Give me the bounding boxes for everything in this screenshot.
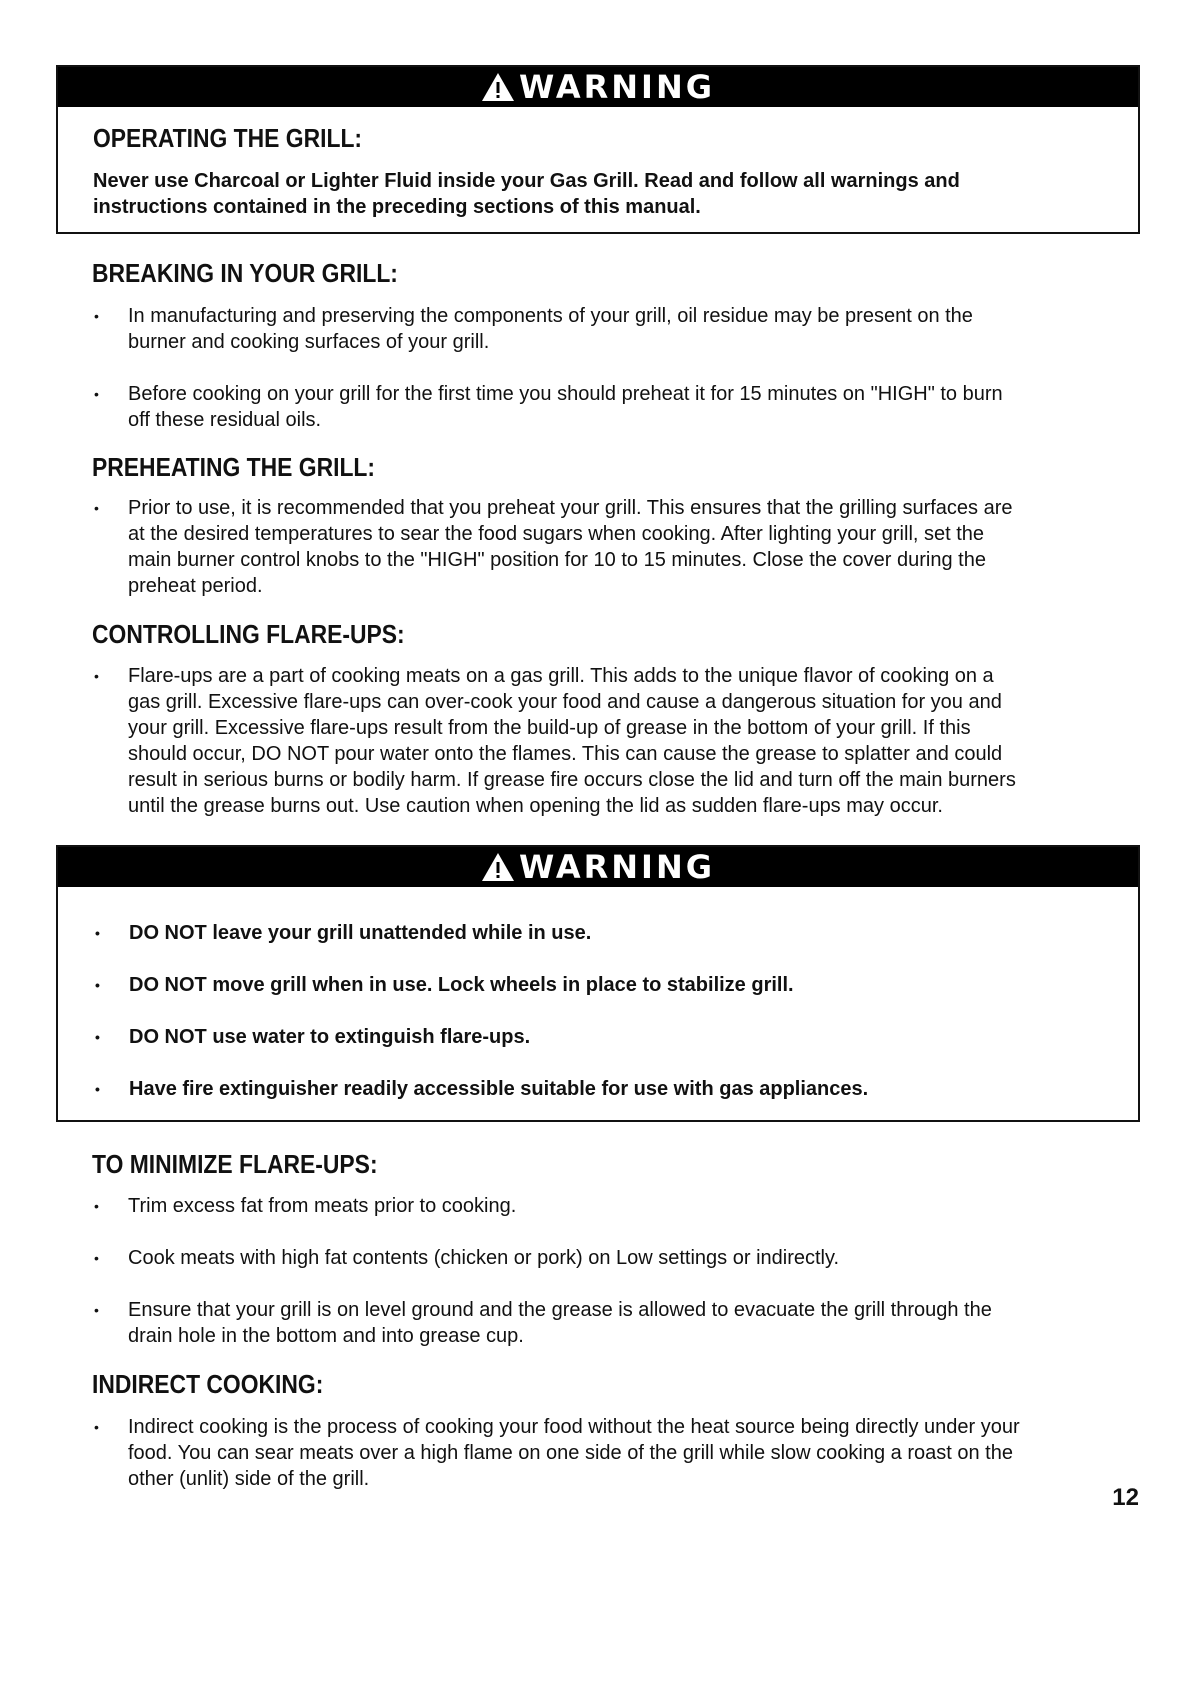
operating-heading: OPERATING THE GRILL:	[93, 123, 363, 153]
preheating-heading: PREHEATING THE GRILL:	[92, 452, 376, 482]
flareups-heading: CONTROLLING FLARE-UPS:	[92, 619, 405, 649]
warning-header	[58, 67, 1138, 107]
breaking-in-list	[92, 303, 1092, 433]
bullet-icon: •	[94, 1198, 99, 1214]
warning-title: WARNING	[519, 848, 715, 886]
list-item: • DO NOT move grill when in use. Lock wheels in place to stabilize grill.	[95, 974, 794, 996]
indirect-list	[92, 1414, 1092, 1492]
operating-section	[93, 123, 960, 220]
bullet-icon: •	[94, 500, 99, 516]
list-item: • Before cooking on your grill for the first time you should preheat it for 15 minutes on "HIGH" to burn off these residual oils.	[94, 383, 1003, 431]
preheating-list	[92, 495, 1092, 599]
warning-box-flareups	[56, 845, 1140, 1122]
list-item: • Cook meats with high fat contents (chicken or pork) on Low settings or indirectly.	[94, 1247, 840, 1269]
list-item: • Trim excess fat from meats prior to cooking.	[94, 1195, 517, 1217]
list-item: • Ensure that your grill is on level ground and the grease is allowed to evacuate the grill through the drain hole in the bottom and into grease cup.	[94, 1299, 992, 1347]
minimize-list	[92, 1193, 1092, 1349]
bullet-icon: •	[95, 977, 100, 993]
list-item: • Indirect cooking is the process of cooking your food without the heat source being directly under your food. You can sear meats over a high flame on one side of the grill while slow cooking a roast on the other (unlit) side of the grill.	[94, 1416, 1020, 1490]
list-item: • Prior to use, it is recommended that you preheat your grill. This ensures that the grilling surfaces are at the desired temperatures to sear the food sugars when cooking. After lighting your grill, set the main burner control knobs to the "HIGH" position for 10 to 15 minutes. Close the cover during the preheat period.	[94, 497, 1013, 597]
bullet-icon: •	[94, 1419, 99, 1435]
warning-list	[93, 920, 1093, 1102]
bullet-icon: •	[94, 386, 99, 402]
warning-header	[58, 847, 1138, 887]
bullet-icon: •	[94, 1250, 99, 1266]
page-number: 12	[1112, 1484, 1139, 1511]
breaking-in-heading: BREAKING IN YOUR GRILL:	[92, 258, 398, 288]
list-item: • DO NOT leave your grill unattended while in use.	[95, 922, 592, 944]
indirect-heading: INDIRECT COOKING:	[92, 1369, 324, 1399]
list-item: • In manufacturing and preserving the components of your grill, oil residue may be present on the burner and cooking surfaces of your grill.	[94, 305, 973, 353]
list-item: • Have fire extinguisher readily accessible suitable for use with gas appliances.	[95, 1078, 869, 1100]
bullet-icon: •	[95, 1029, 100, 1045]
minimize-heading: TO MINIMIZE FLARE-UPS:	[92, 1149, 378, 1179]
operating-text-line1: Never use Charcoal or Lighter Fluid inside your Gas Grill. Read and follow all warnings and	[93, 170, 960, 192]
bullet-icon: •	[94, 1302, 99, 1318]
bullet-icon: •	[94, 308, 99, 324]
flareups-list	[92, 663, 1092, 819]
warning-box-operating	[56, 65, 1140, 234]
list-item: • DO NOT use water to extinguish flare-ups.	[95, 1026, 531, 1048]
warning-title: WARNING	[519, 68, 715, 106]
warning-triangle-icon	[481, 852, 515, 882]
bullet-icon: •	[95, 1081, 100, 1097]
operating-text-line2: instructions contained in the preceding sections of this manual.	[93, 196, 701, 218]
list-item: • Flare-ups are a part of cooking meats on a gas grill. This adds to the unique flavor of cooking on a gas grill. Excessive flare-ups can over-cook your food and cause a dangerous situation for you and your grill. Excessive flare-ups result from the build-up of grease in the bottom of your grill. If this should occur, DO NOT pour water onto the flames. This can cause the grease to splatter and could result in serious burns or bodily harm. If grease fire occurs close the lid and turn off the main burners until the grease burns out. Use caution when opening the lid as sudden flare-ups may occur.	[94, 665, 1016, 817]
warning-triangle-icon	[481, 72, 515, 102]
bullet-icon: •	[94, 668, 99, 684]
bullet-icon: •	[95, 925, 100, 941]
